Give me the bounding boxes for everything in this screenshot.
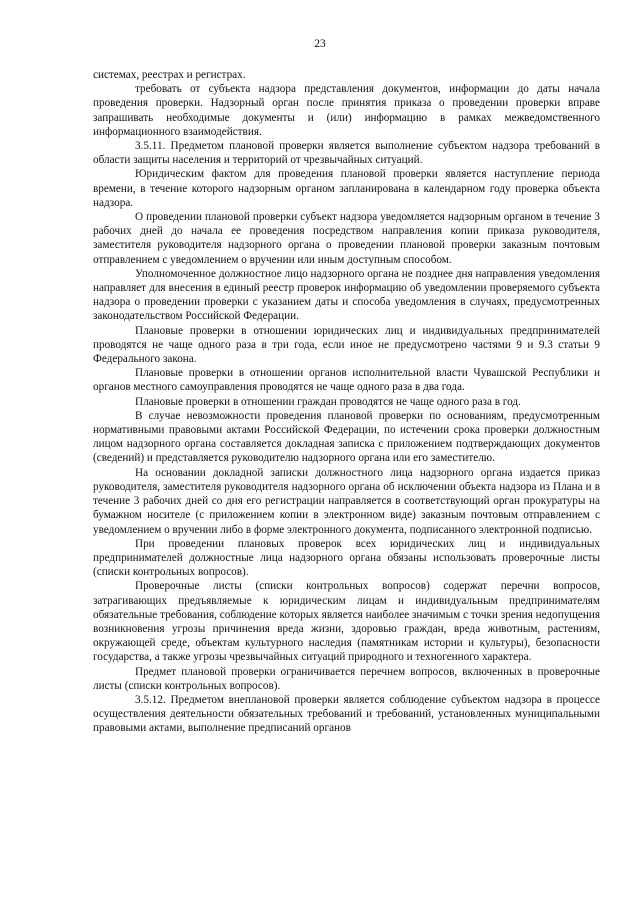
paragraph: Плановые проверки в отношении граждан проводятся не чаще одного раза в год. (135, 395, 521, 408)
paragraph: 3.5.11. Предметом плановой проверки является выполнение субъектом надзора требований в области защиты населения и территорий от чрезвычайных ситуаций. (93, 140, 600, 167)
paragraph: Плановые проверки в отношении юридических лиц и индивидуальных предпринимателей проводятся не чаще одного раза в три года, если иное не предусмотрено частями 9 и 9.3 статьи 9 Федерального закона. (93, 324, 600, 366)
paragraph: Плановые проверки в отношении органов исполнительной власти Чувашской Республики и органов местного самоуправления проводятся не чаще одного раза в два года. (93, 367, 600, 394)
paragraph: Предмет плановой проверки ограничивается перечнем вопросов, включенных в проверочные листы (списки контрольных вопросов). (93, 665, 600, 692)
paragraph: При проведении плановых проверок всех юридических лиц и индивидуальных предпринимателей должностные лица надзорного органа обязаны использовать проверочные листы (списки контрольных вопросов). (93, 537, 600, 579)
paragraph: На основании докладной записки должностного лица надзорного органа издается приказ руководителя, заместителя руководителя надзорного органа об исключении объекта надзора из Плана и в течение 3 рабочих дней со дня его регистрации направляется в соответствующий орган прокуратуры на бумажном носителе (с приложением копии в электронном виде) заказным почтовым отправлением с уведомлением о вручении либо в форме электронного документа, подписанного электронной подписью. (93, 466, 600, 536)
paragraph: Юридическим фактом для проведения плановой проверки является наступление периода времени, в течение которого надзорным органом запланирована в календарном году проверка объекта надзора. (93, 168, 600, 209)
paragraph: системах, реестрах и регистрах. (93, 69, 246, 81)
paragraph: требовать от субъекта надзора представления документов, информации до даты начала проведения проверки. Надзорный орган после принятия приказа о проведении проверки вправе запрашивать необходимые документы и (или) информацию в рамках межведомственного информационного взаимодействия. (93, 83, 600, 138)
paragraph: Проверочные листы (списки контрольных вопросов) содержат перечни вопросов, затрагивающих предъявляемые к юридическим лицам и индивидуальным предпринимателям обязательные требования, соблюдение которых является наиболее значимым с точки зрения недопущения возникновения угрозы причинения вреда жизни, здоровью граждан, вреда животным, растениям, окружающей среде, объектам культурного наследия (памятникам истории и культуры), безопасности государства, а также угрозы чрезвычайных ситуаций природного и техногенного характера. (93, 580, 600, 664)
paragraph: В случае невозможности проведения плановой проверки по основаниям, предусмотренным нормативными правовыми актами Российской Федерации, по истечении срока проверки должностным лицом надзорного органа составляется докладная записка с приложением подтверждающих документов (сведений) и представляется руководителю надзорного органа или его заместителю. (93, 409, 600, 465)
page-number: 23 (314, 38, 326, 50)
paragraph: Уполномоченное должностное лицо надзорного органа не позднее дня направления уведомления направляет для внесения в единый реестр проверок информацию об уведомлении проверяемого субъекта надзора о проведении проверки с указанием даты и способа уведомления в случаях, предусмотренных законодательством Российской Федерации. (93, 267, 600, 323)
paragraph: О проведении плановой проверки субъект надзора уведомляется надзорным органом в течение 3 рабочих дней до начала ее проведения посредством направления копии приказа руководителя, заместителя руководителя надзорного органа о проведении плановой проверки заказным почтовым отправлением с уведомлением о вручении или иным доступным способом. (93, 211, 600, 266)
paragraph: 3.5.12. Предметом внеплановой проверки является соблюдение субъектом надзора в процессе осуществления деятельности обязательных требований и требований, установленных муниципальными правовыми актами, выполнение предписаний органов (93, 693, 600, 735)
body-text (93, 68, 600, 736)
